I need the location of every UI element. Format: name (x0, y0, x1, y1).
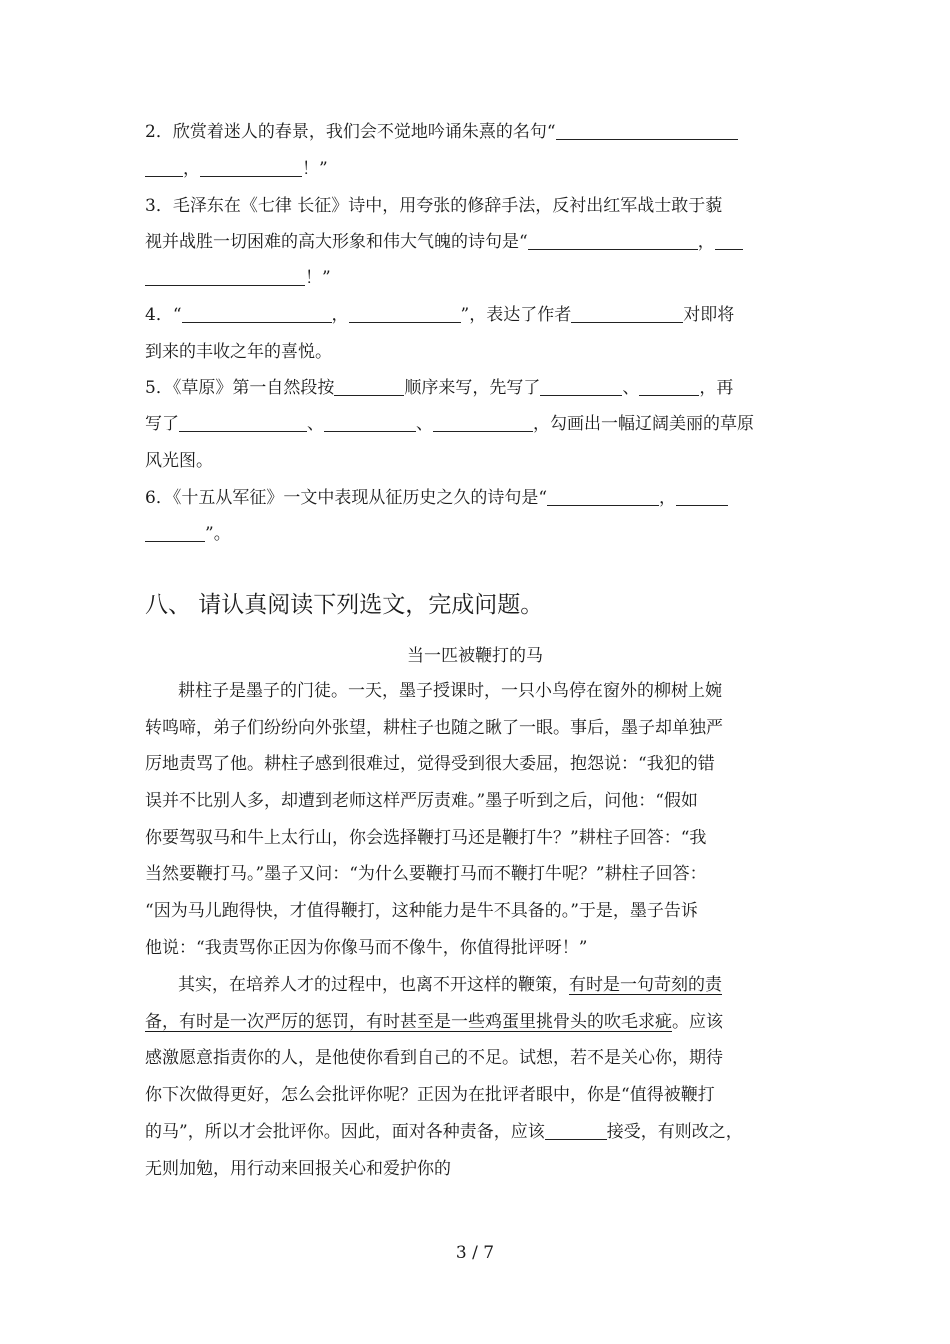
passage-line (145, 1120, 810, 1144)
underlined-sentence: 有时是一句苛刻的责 (569, 975, 722, 995)
question-4-number: 4．“ (145, 305, 182, 325)
question-2-line-2 (145, 157, 810, 181)
passage-line: 他说：“我责骂你正因为你像马而不像牛，你值得批评呀！” (145, 938, 588, 958)
answer-blank[interactable] (571, 304, 683, 323)
passage-text: 的马”，所以才会批评你。因此，面对各种责备，应该 (145, 1122, 545, 1142)
answer-blank[interactable] (556, 121, 738, 140)
passage-text: 其实，在培养人才的过程中，也离不开这样的鞭策， (178, 975, 569, 995)
question-6-line-2 (145, 522, 810, 546)
answer-blank[interactable] (145, 158, 183, 177)
question-4-text: 对即将 (683, 305, 735, 325)
question-4-text: ”，表达了作者 (460, 305, 572, 325)
question-4-line-1 (145, 303, 810, 327)
punct: 、 (307, 414, 324, 434)
punct: ， (659, 488, 677, 508)
question-5-text: 5．《草原》第一自然段按 (145, 378, 335, 398)
passage-text: 接受，有则改之， (606, 1122, 743, 1142)
question-5-text: 写了 (145, 414, 179, 434)
question-6-text: 6．《十五从军征》一文中表现从征历史之久的诗句是“ (145, 488, 548, 508)
passage-line: 你要驾驭马和牛上太行山，你会选择鞭打马还是鞭打牛？”耕柱子回答：“我 (145, 828, 707, 848)
passage-line: 你下次做得更好，怎么会批评你呢？正因为在批评者眼中，你是“值得被鞭打 (145, 1085, 715, 1105)
punct: ， (697, 232, 715, 252)
question-5-text: ，再 (699, 378, 734, 398)
answer-blank[interactable] (200, 158, 302, 177)
question-5-line-2 (145, 412, 810, 436)
passage-line: 转鸣啼，弟子们纷纷向外张望，耕柱子也随之瞅了一眼。事后，墨子却单独严 (145, 718, 723, 738)
answer-blank[interactable] (433, 413, 533, 432)
answer-blank[interactable] (182, 304, 332, 323)
question-3-line-3 (145, 266, 810, 290)
punct: 、 (622, 378, 640, 398)
answer-blank[interactable] (145, 267, 305, 286)
question-5-text: ，勾画出一幅辽阔美丽的草原 (533, 414, 754, 434)
page-number: 3 / 7 (455, 1243, 495, 1263)
passage-title: 当一匹被鞭打的马 (407, 646, 543, 666)
question-2-line-1 (145, 120, 810, 144)
answer-blank[interactable] (324, 413, 416, 432)
answer-blank[interactable] (715, 231, 743, 250)
answer-blank[interactable] (545, 1121, 607, 1140)
answer-blank[interactable] (145, 523, 205, 542)
question-5-line-3: 风光图。 (145, 451, 213, 471)
question-3-line-1: 3．毛泽东在《七律 长征》诗中，用夸张的修辞手法，反衬出红军战士敢于藐 (145, 196, 723, 216)
punct: ， (331, 305, 349, 325)
passage-text: 。应该 (672, 1012, 723, 1032)
answer-blank[interactable] (540, 377, 622, 396)
punct: ！” (305, 268, 331, 288)
answer-blank[interactable] (639, 377, 699, 396)
passage-line: 无则加勉，用行动来回报关心和爱护你的 (145, 1159, 451, 1179)
section-heading: 八、 请认真阅读下列选文，完成问题。 (145, 592, 544, 618)
passage-line: 厉地责骂了他。耕柱子感到很难过，觉得受到很大委屈，抱怨说：“我犯的错 (145, 754, 715, 774)
punct: 、 (416, 414, 433, 434)
question-6-line-1 (145, 486, 810, 510)
punct: ， (183, 159, 200, 179)
passage-line: 感激愿意指责你的人，是他使你看到自己的不足。试想，若不是关心你，期待 (145, 1048, 723, 1068)
question-5-line-1 (145, 376, 810, 400)
answer-blank[interactable] (676, 487, 728, 506)
underlined-sentence: 备，有时是一次严厉的惩罚，有时甚至是一些鸡蛋里挑骨头的吹毛求疵 (145, 1012, 672, 1032)
question-4-line-2: 到来的丰收之年的喜悦。 (145, 342, 332, 362)
answer-blank[interactable] (547, 487, 659, 506)
question-3-line-2 (145, 230, 810, 254)
passage-line (178, 973, 810, 997)
answer-blank[interactable] (528, 231, 698, 250)
answer-blank[interactable] (334, 377, 404, 396)
passage-line: “因为马儿跑得快，才值得鞭打，这种能力是牛不具备的。”于是，墨子告诉 (145, 901, 698, 921)
passage-line: 当然要鞭打马。”墨子又问：“为什么要鞭打马而不鞭打牛呢？”耕柱子回答： (145, 864, 707, 884)
passage-line: 耕柱子是墨子的门徒。一天，墨子授课时，一只小鸟停在窗外的柳树上婉 (178, 681, 722, 701)
passage-line (145, 1010, 810, 1034)
question-3-text: 视并战胜一切困难的高大形象和伟大气魄的诗句是“ (145, 232, 528, 252)
question-2-text: 2．欣赏着迷人的春景，我们会不觉地吟诵朱熹的名句“ (145, 122, 556, 142)
punct: ”。 (205, 524, 231, 544)
punct: ！” (302, 159, 328, 179)
question-5-text: 顺序来写，先写了 (404, 378, 541, 398)
passage-line: 误并不比别人多，却遭到老师这样严厉责难。”墨子听到之后，问他：“假如 (145, 791, 698, 811)
answer-blank[interactable] (349, 304, 461, 323)
answer-blank[interactable] (179, 413, 307, 432)
